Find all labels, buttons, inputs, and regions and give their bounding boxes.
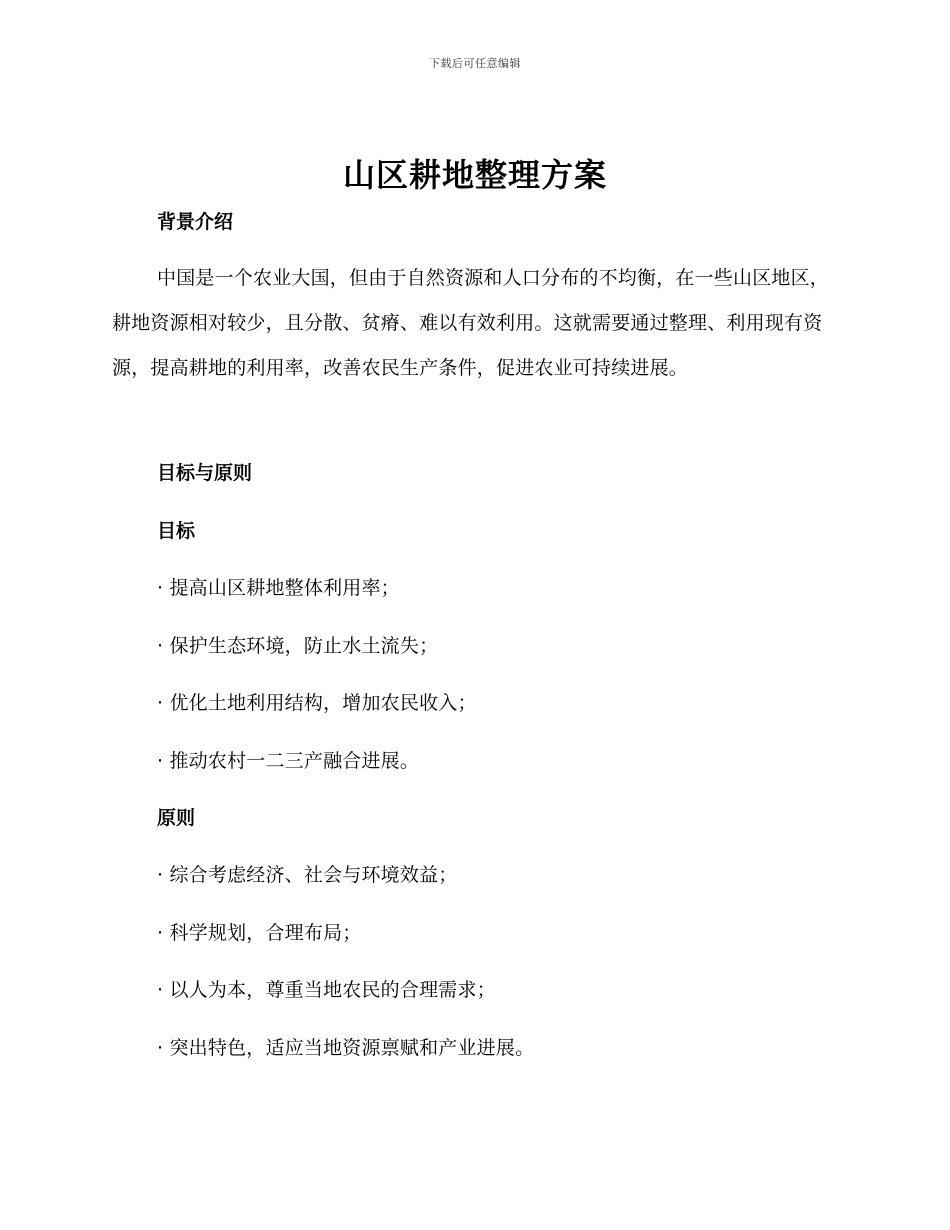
subheading-goals: 目标	[157, 520, 196, 542]
goal-item: · 优化土地利用结构，增加农民收入；	[157, 692, 477, 714]
section-heading-goals-principles: 目标与原则	[157, 462, 253, 484]
background-paragraph: 中国是一个农业大国，但由于自然资源和人口分布的不均衡，在一些山区地区，耕地资源相对较少，且分散、贫瘠、难以有效利用。这就需要通过整理、利用现有资源，提高耕地的利用率，改善农民生产条件，促进农业可持续进展。	[112, 267, 830, 379]
principle-item: · 以人为本，尊重当地农民的合理需求；	[157, 979, 496, 1001]
goal-item: · 提高山区耕地整体利用率；	[157, 577, 400, 599]
principle-item: · 综合考虑经济、社会与环境效益；	[157, 864, 458, 886]
section-heading-background: 背景介绍	[157, 211, 234, 233]
principle-item: · 科学规划，合理布局；	[157, 922, 362, 944]
principle-item: · 突出特色，适应当地资源禀赋和产业进展。	[157, 1037, 535, 1059]
goal-item: · 保护生态环境，防止水土流失；	[157, 635, 439, 657]
subheading-principles: 原则	[157, 807, 196, 829]
running-header: 下载后可任意编辑	[429, 57, 521, 70]
document-title: 山区耕地整理方案	[342, 156, 607, 194]
goal-item: · 推动农村一二三产融合进展。	[157, 750, 420, 772]
